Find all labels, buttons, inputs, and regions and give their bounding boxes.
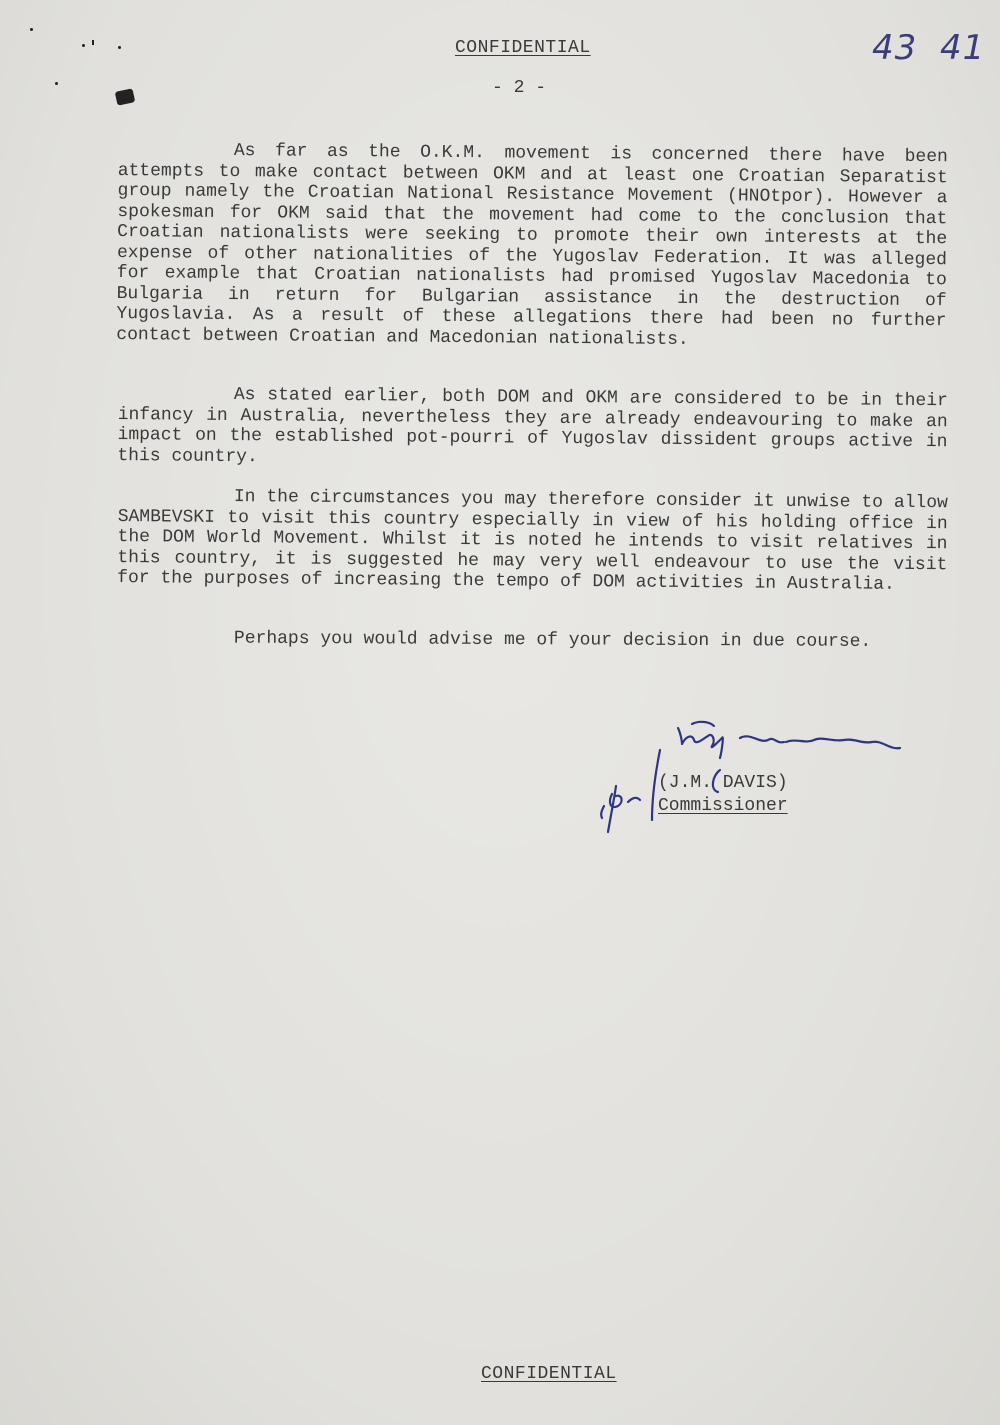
ink-speck [92, 40, 94, 45]
ink-speck [82, 44, 85, 47]
body-paragraph: As stated earlier, both DOM and OKM are considered to be in their infancy in Australia, nevertheless they are already endeavouring to make an impact on the established pot-pourri of Yugoslav dissident groups active in this country. [117, 385, 948, 467]
punch-mark [115, 88, 136, 105]
ink-speck [30, 28, 33, 31]
folio-number: 43 [872, 28, 918, 68]
signatory-name: (J.M. DAVIS) [658, 773, 788, 793]
ink-speck [118, 46, 121, 49]
classification-header: CONFIDENTIAL [455, 38, 591, 58]
classification-footer: CONFIDENTIAL [481, 1364, 617, 1384]
body-paragraph: As far as the O.K.M. movement is concerned there have been attempts to make contact between OKM and at least one Croatian Separatist group namely the Croatian National Resistance Movement (HNOtpor). However a spokesman for OKM said that the movement had come to the conclusion that Croatian nationalists were seeking to promote their own interests at the expense of other nationalities of the Yugoslav Federation. It was alleged for example that Croatian nationalists had promised Yugoslav Macedonia to Bulgaria in return for Bulgarian assistance in the destruction of Yugoslavia. As a result of these allegations there had been no further contact between Croatian and Macedonian nationalists. [116, 141, 948, 350]
ink-speck [55, 82, 58, 85]
folio-number: 41 [940, 28, 986, 68]
body-paragraph: Perhaps you would advise me of your decision in due course. [233, 628, 872, 652]
signatory-title: Commissioner [658, 796, 788, 816]
body-paragraph: In the circumstances you may therefore consider it unwise to allow SAMBEVSKI to visit this country especially in view of his holding office in the DOM World Movement. Whilst it is noted he intends to visit relatives in this country, it is suggested he may very well endeavour to use the visit for the purposes of increasing the tempo of DOM activities in Australia. [117, 487, 948, 595]
page-number: - 2 - [492, 78, 547, 98]
